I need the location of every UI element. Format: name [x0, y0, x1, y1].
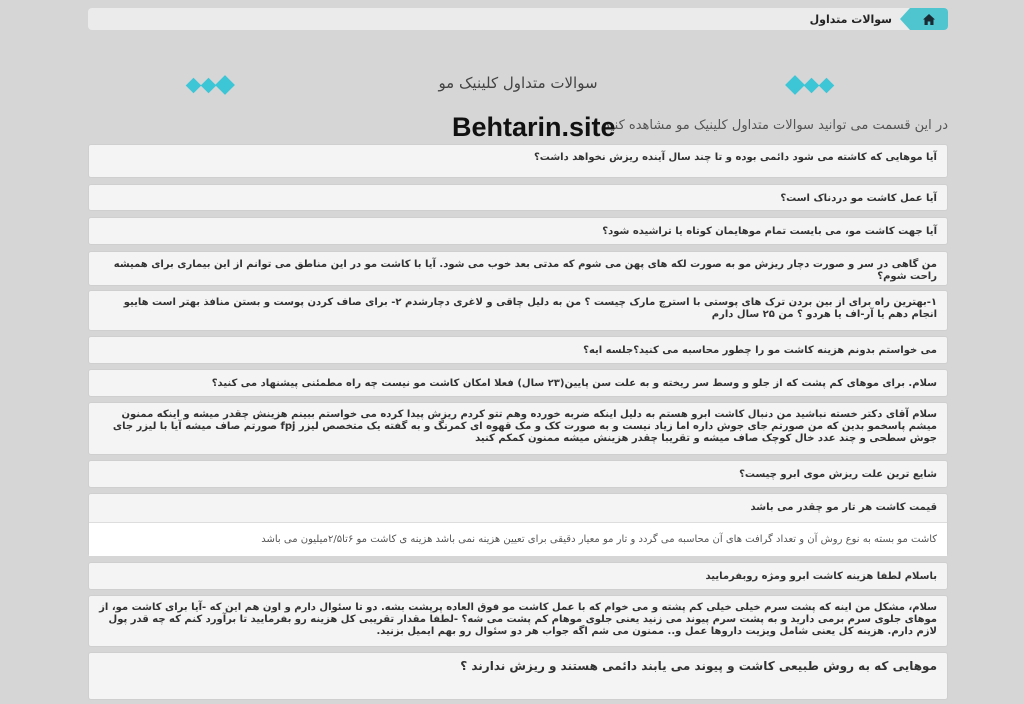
faq-question[interactable]: سلام، مشکل من اینه که پشت سرم خیلی خیلی کم پشته و می خوام که با عمل کاشت مو فوق العاده پرپشت بشه. دو تا سئوال دارم و اون هم این که -آیا برای کاشت مو، از موهای جلوی سرم برمی دارید و به پشت سرم پیوند می زنید یعنی جلوی موهام کم پشت می شه؟ -لطفا مقدار تقریبی کل هزینه رو بفرمایید تا برآورد کنم که چه قدر پول لازم دارم. هزینه کل یعنی شامل ویزیت داروها عمل و.. ممنون می شم اگه جواب هر دو سئوال رو بهم ایمیل بزنید. [99, 602, 937, 637]
faq-item[interactable] [88, 402, 948, 455]
faq-item[interactable] [88, 184, 948, 211]
faq-answer: کاشت مو بسته به نوع روش آن و تعداد گرافت های آن محاسبه می گردد و تار مو معیار دقیقی برای تعیین هزینه نمی باشد هزینه ی کاشت مو ۶تا۲/۵میلیون می باشد [89, 522, 947, 556]
faq-item[interactable] [88, 460, 948, 488]
faq-item[interactable] [88, 652, 948, 700]
diamond-icon [804, 77, 820, 93]
faq-question[interactable]: آیا موهایی که کاشته می شود دائمی بوده و تا چند سال آینده ریزش نخواهد داشت؟ [533, 152, 937, 163]
faq-question[interactable]: قیمت کاشت هر تار مو چقدر می باشد [750, 502, 937, 513]
page-intro: در این قسمت می توانید سوالات متداول کلینیک مو مشاهده کنید [603, 118, 948, 133]
breadcrumb [88, 8, 948, 30]
diamond-icon [819, 77, 835, 93]
decorative-diamonds-right [788, 78, 832, 92]
faq-item[interactable] [88, 369, 948, 397]
faq-item[interactable] [88, 336, 948, 364]
faq-item[interactable] [88, 144, 948, 178]
faq-item[interactable] [88, 562, 948, 590]
home-button[interactable] [910, 8, 948, 30]
faq-question[interactable]: باسلام لطفا هزینه کاشت ابرو ومژه روبفرمایید [705, 571, 937, 582]
watermark: Behtarin.site [452, 112, 616, 142]
faq-item[interactable] [88, 217, 948, 245]
faq-item-expanded[interactable] [88, 493, 948, 556]
faq-question[interactable]: شایع ترین علت ریزش موی ابرو چیست؟ [739, 469, 937, 480]
faq-question[interactable]: ۱-بهترین راه برای از بین بردن ترک های پوستی با استرچ مارک چیست ؟ من به دلیل چاقی و لاغری دچارشدم ۲- برای صاف کردن پوست و بستن منافذ بهتر است هاییو انجام دهم یا آر-اف یا هردو ؟ من ۲۵ سال دارم [123, 297, 937, 320]
diamond-icon [785, 75, 805, 95]
faq-question[interactable]: من گاهی در سر و صورت دچار ریزش مو به صورت لکه های پهن می شوم که مدتی بعد خوب می شود. آیا با کاشت مو در این مناطق می توانم از این بیماری برای همیشه راحت شوم؟ [113, 259, 937, 282]
faq-question[interactable]: آیا جهت کاشت مو، می بایست تمام موهایمان کوتاه یا تراشیده شود؟ [602, 226, 937, 237]
faq-question[interactable]: می خواستم بدونم هزینه کاشت مو را چطور محاسبه می کنید؟جلسه ایه؟ [583, 345, 937, 356]
faq-question[interactable]: موهایی که به روش طبیعی کاشت و پیوند می یابند دائمی هستند و ریزش ندارند ؟ [460, 659, 937, 673]
faq-question[interactable]: آیا عمل کاشت مو دردناک است؟ [780, 193, 937, 204]
faq-item[interactable] [88, 595, 948, 647]
breadcrumb-current[interactable]: سوالات متداول [809, 12, 892, 26]
faq-question[interactable]: سلام آقای دکتر خسته نباشید من دنبال کاشت ابرو هستم به دلیل اینکه ضربه خورده وهم تتو کردم ریزش پیدا کرده می خواستم ببینم هزینش چقدر میشه و اینکه ممنون میشم پاسخمو بدین که من صورتم جای جوش داره اما زیاد نیست و به صورت کک و مک قهوه ای کمرنگ و به گفته یک متخصص لیزر fpj صورتم صاف میشه آیا با لیزر جای جوش سطحی و چند عدد خال کوچک صاف میشه و تقریبا چقدر هزینش میشه ممنون کمکم کنید [112, 409, 937, 444]
faq-item[interactable] [88, 290, 948, 331]
page-header [88, 70, 948, 110]
home-icon [923, 14, 935, 25]
faq-question[interactable]: سلام. برای موهای کم پشت که از جلو و وسط سر ریخته و به علت سن پایین(۲۳ سال) فعلا امکان کاشت مو نیست چه راه مطمئنی پیشنهاد می کنید؟ [211, 378, 937, 389]
page-title: سوالات متداول کلینیک مو [438, 74, 598, 92]
faq-item[interactable] [88, 251, 948, 286]
